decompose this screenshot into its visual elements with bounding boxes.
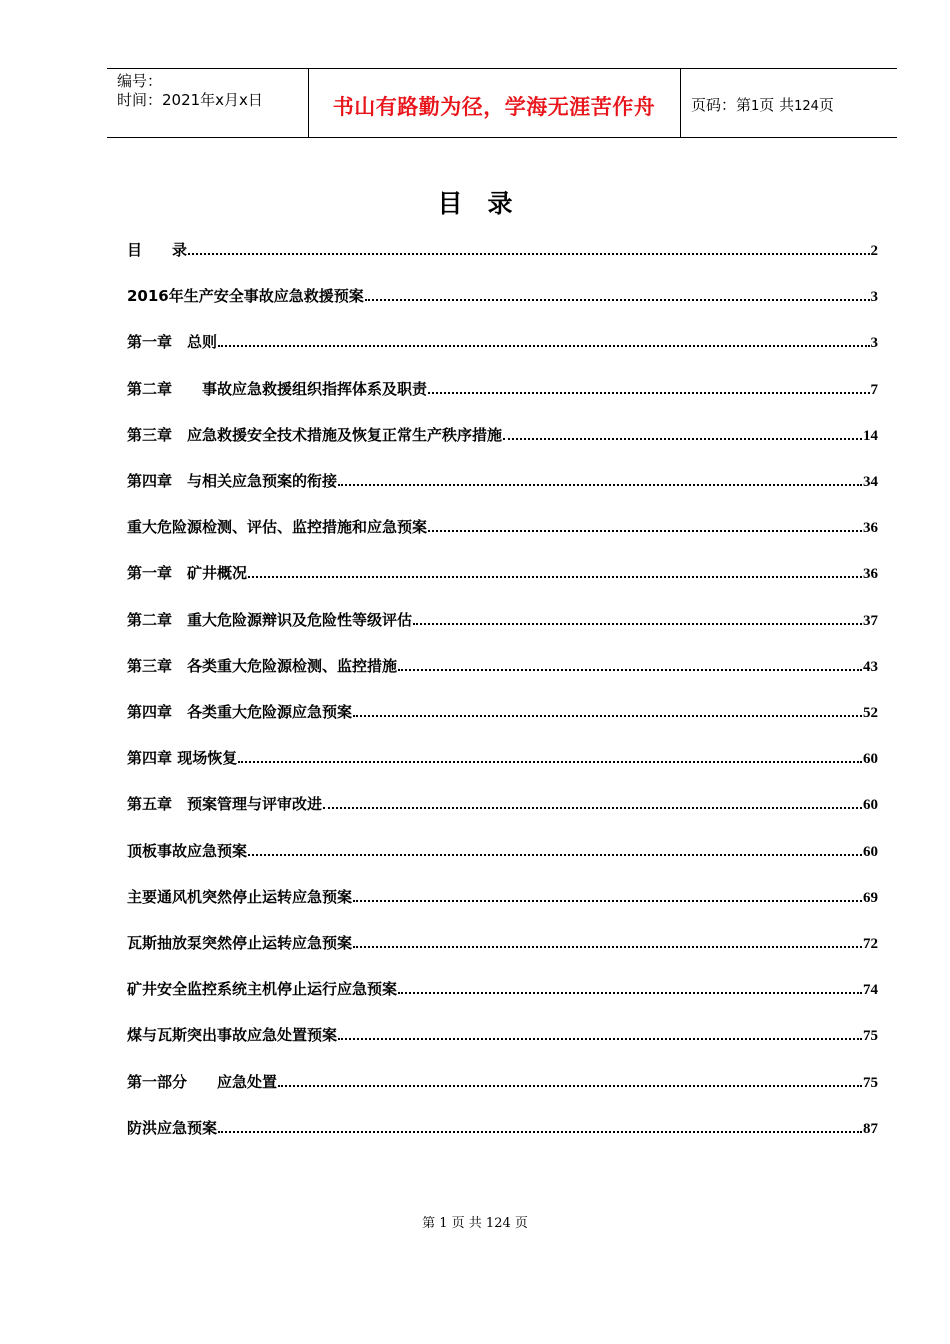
toc-leader-dots: [503, 438, 862, 440]
toc-entry[interactable]: [127, 931, 878, 953]
toc-entry[interactable]: [127, 700, 878, 722]
toc-entry-label: 重大危险源检测、评估、监控措施和应急预案: [127, 518, 428, 537]
toc-leader-dots: [428, 392, 869, 394]
toc-entry-page: 60: [863, 797, 878, 814]
toc-entry[interactable]: [127, 654, 878, 676]
toc-entry-page: 37: [863, 612, 878, 629]
toc-entry-page: 3: [870, 289, 878, 306]
header-motto-cell: [308, 69, 681, 137]
toc-entry-label: 矿井安全监控系统主机停止运行应急预案: [127, 980, 398, 999]
toc-entry-page: 52: [863, 705, 878, 721]
toc-entry[interactable]: [127, 608, 878, 630]
toc-entry-page: 87: [863, 1120, 878, 1137]
toc-entry[interactable]: [127, 792, 878, 814]
serial-label: 编号：: [117, 72, 163, 90]
toc-entry-page: 60: [863, 843, 878, 860]
toc-entry-label: 防洪应急预案: [127, 1118, 218, 1137]
toc-entry-label: 目 录: [127, 241, 188, 259]
toc-entry[interactable]: [127, 839, 878, 861]
toc-entry-page: 2: [870, 243, 878, 259]
toc-entry[interactable]: [127, 1116, 878, 1138]
toc-leader-dots: [353, 715, 862, 717]
toc-entry-page: 7: [870, 381, 878, 398]
toc-leader-dots: [278, 1085, 862, 1087]
toc-entry-page: 34: [863, 474, 878, 490]
toc-leader-dots: [398, 669, 862, 671]
toc-leader-dots: [238, 761, 862, 763]
toc-entry[interactable]: [127, 238, 878, 260]
toc-leader-dots: [338, 1038, 862, 1040]
toc-entry-label: 煤与瓦斯突出事故应急处置预案: [127, 1026, 338, 1045]
toc-entry-label: 第二章 重大危险源辩识及危险性等级评估: [127, 610, 413, 629]
motto: 书山有路勤为径，学海无涯苦作舟: [332, 94, 656, 119]
toc-leader-dots: [428, 530, 862, 532]
toc-entry-label: 第三章 应急救援安全技术措施及恢复正常生产秩序措施: [127, 425, 503, 444]
toc-leader-dots: [353, 900, 862, 902]
time-label: 时间：2021年x月x日: [117, 91, 263, 109]
toc-entry-label: 2016年生产安全事故应急救援预案: [127, 287, 364, 306]
toc-entry[interactable]: [127, 330, 878, 352]
toc-title: 目 录: [437, 189, 513, 218]
toc-entry[interactable]: [127, 977, 878, 999]
toc-leader-dots: [413, 623, 862, 625]
toc-leader-dots: [248, 854, 862, 856]
toc-entry-label: 第一章 矿井概况: [127, 564, 248, 583]
toc-entry[interactable]: [127, 561, 878, 583]
toc-entry-label: 第一章 总则: [127, 333, 218, 352]
toc-entry[interactable]: [127, 746, 878, 768]
toc-leader-dots: [248, 576, 862, 578]
toc-entry-label: 第三章 各类重大危险源检测、监控措施: [127, 656, 398, 675]
toc-entry[interactable]: [127, 515, 878, 537]
toc-entry-page: 74: [863, 982, 878, 999]
toc-leader-dots: [338, 484, 862, 486]
toc-entry[interactable]: [127, 423, 878, 445]
toc-leader-dots: [353, 946, 862, 948]
toc-leader-dots: [323, 807, 862, 809]
header-info-cell: [107, 69, 309, 137]
toc-leader-dots: [365, 299, 870, 301]
header-page-cell: [681, 69, 897, 137]
toc-entry[interactable]: [127, 1070, 878, 1092]
toc-entry-label: 第四章 与相关应急预案的衔接: [127, 472, 338, 490]
page-header: [107, 68, 897, 138]
toc-entry-label: 第四章 现场恢复: [127, 749, 238, 768]
toc-entry[interactable]: [127, 377, 878, 399]
toc-entry-label: 主要通风机突然停止运转应急预案: [127, 887, 353, 906]
toc-leader-dots: [398, 992, 862, 994]
page-footer: 第 1 页 共 124 页: [422, 1216, 528, 1231]
toc-entry[interactable]: [127, 284, 878, 306]
toc-entry-label: 第五章 预案管理与评审改进: [127, 795, 323, 814]
toc-entry-label: 第四章 各类重大危险源应急预案: [127, 703, 353, 721]
toc-entry[interactable]: [127, 885, 878, 907]
toc-entry-page: 75: [863, 1074, 878, 1091]
toc-entry-page: 36: [863, 520, 878, 537]
toc-entry-page: 60: [863, 751, 878, 768]
toc-entry-page: 69: [863, 889, 878, 906]
toc-entry-page: 14: [863, 427, 878, 444]
toc-entry-label: 顶板事故应急预案: [127, 841, 248, 860]
toc-leader-dots: [218, 345, 869, 347]
toc-entry-page: 72: [863, 936, 878, 952]
toc-leader-dots: [188, 253, 869, 255]
page-info: 页码：第1页 共124页: [691, 96, 834, 114]
toc-entry-label: 第一部分 应急处置: [127, 1072, 278, 1091]
toc-leader-dots: [218, 1131, 862, 1133]
toc-entry-page: 36: [863, 566, 878, 583]
toc-entry[interactable]: [127, 469, 878, 491]
toc-entry-label: 第二章 事故应急救援组织指挥体系及职责: [127, 379, 428, 398]
toc-entry-page: 75: [863, 1028, 878, 1045]
toc-entry-label: 瓦斯抽放泵突然停止运转应急预案: [127, 934, 353, 952]
toc-entry-page: 43: [863, 658, 878, 675]
toc-entry[interactable]: [127, 1023, 878, 1045]
toc-entry-page: 3: [870, 335, 878, 352]
